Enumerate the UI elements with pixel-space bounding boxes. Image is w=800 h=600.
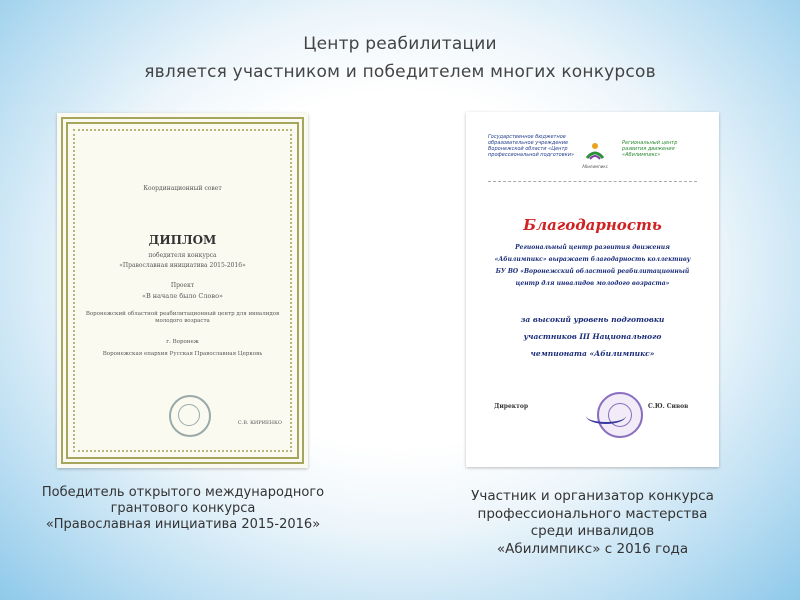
cert-divider	[488, 181, 697, 182]
caption-left-line-1: Победитель открытого международного	[41, 485, 325, 500]
abilympics-logo-icon	[584, 140, 606, 162]
heading-line-2: является участником и победителем многих конкурсов	[144, 62, 656, 82]
caption-left	[18, 485, 348, 533]
diploma-church: Воронежская епархия Русская Православная Церковь	[102, 351, 263, 357]
cert-body-line-3: БУ ВО «Воронежский областной реабилитационный	[495, 268, 690, 275]
diploma-image	[57, 113, 308, 468]
certificate-image	[466, 112, 719, 467]
cert-reason-line-2: участников III Национального	[523, 332, 662, 341]
caption-right-line-2: профессионального мастерства	[477, 505, 708, 522]
diploma-winner: победителя конкурса	[148, 252, 217, 259]
cert-body-line-4: центр для инвалидов молодого возраста»	[515, 280, 670, 287]
heading-line-1: Центр реабилитации	[303, 34, 497, 54]
cert-reason-line-1: за высокий уровень подготовки	[520, 315, 665, 324]
diploma-project-label: Проект	[170, 282, 195, 289]
diploma-org: Координационный совет	[143, 185, 222, 192]
cert-title: Благодарность	[523, 216, 662, 234]
diploma-contest: «Православная инициатива 2015-2016»	[119, 262, 246, 269]
cert-body-line-2: «Абилимпикс» выражает благодарность коллективу	[494, 256, 691, 263]
caption-right-line-1: Участник и организатор конкурса	[471, 488, 714, 504]
cert-signature	[586, 408, 626, 424]
caption-right-line-4: «Абилимпикс» с 2016 года	[496, 540, 689, 557]
cert-body-line-1: Региональный центр развития движения	[515, 244, 670, 251]
cert-header-right: Региональный центр развития движения «Абилимпикс»	[622, 140, 678, 158]
diploma-city: г. Воронеж	[166, 339, 199, 345]
diploma-seal	[169, 395, 211, 437]
caption-right-line-3: среди инвалидов	[530, 523, 655, 539]
diploma-project: «В начале было Слово»	[141, 292, 223, 300]
cert-director-label: Директор	[494, 403, 529, 410]
diploma-title: ДИПЛОМ	[148, 233, 217, 247]
cert-reason-line-3: чемпионата «Абилимпикс»	[530, 349, 655, 358]
caption-left-line-3: «Православная инициатива 2015-2016»	[45, 517, 321, 532]
cert-director-name: С.Ю. Сивов	[648, 403, 689, 410]
cert-header-left: Государственное бюджетное образовательное учреждение Воронежской области «Центр профессиональной подготовки»	[488, 134, 575, 158]
caption-left-line-2: грантового конкурса	[110, 501, 256, 516]
diploma-signer: С.В. КИРИЕНКО	[237, 420, 282, 426]
cert-logo-caption: Абилимпикс	[582, 164, 608, 169]
diploma-center: Воронежский областной реабилитационный центр для инвалидов молодого возраста	[85, 311, 280, 324]
caption-right	[420, 488, 765, 558]
